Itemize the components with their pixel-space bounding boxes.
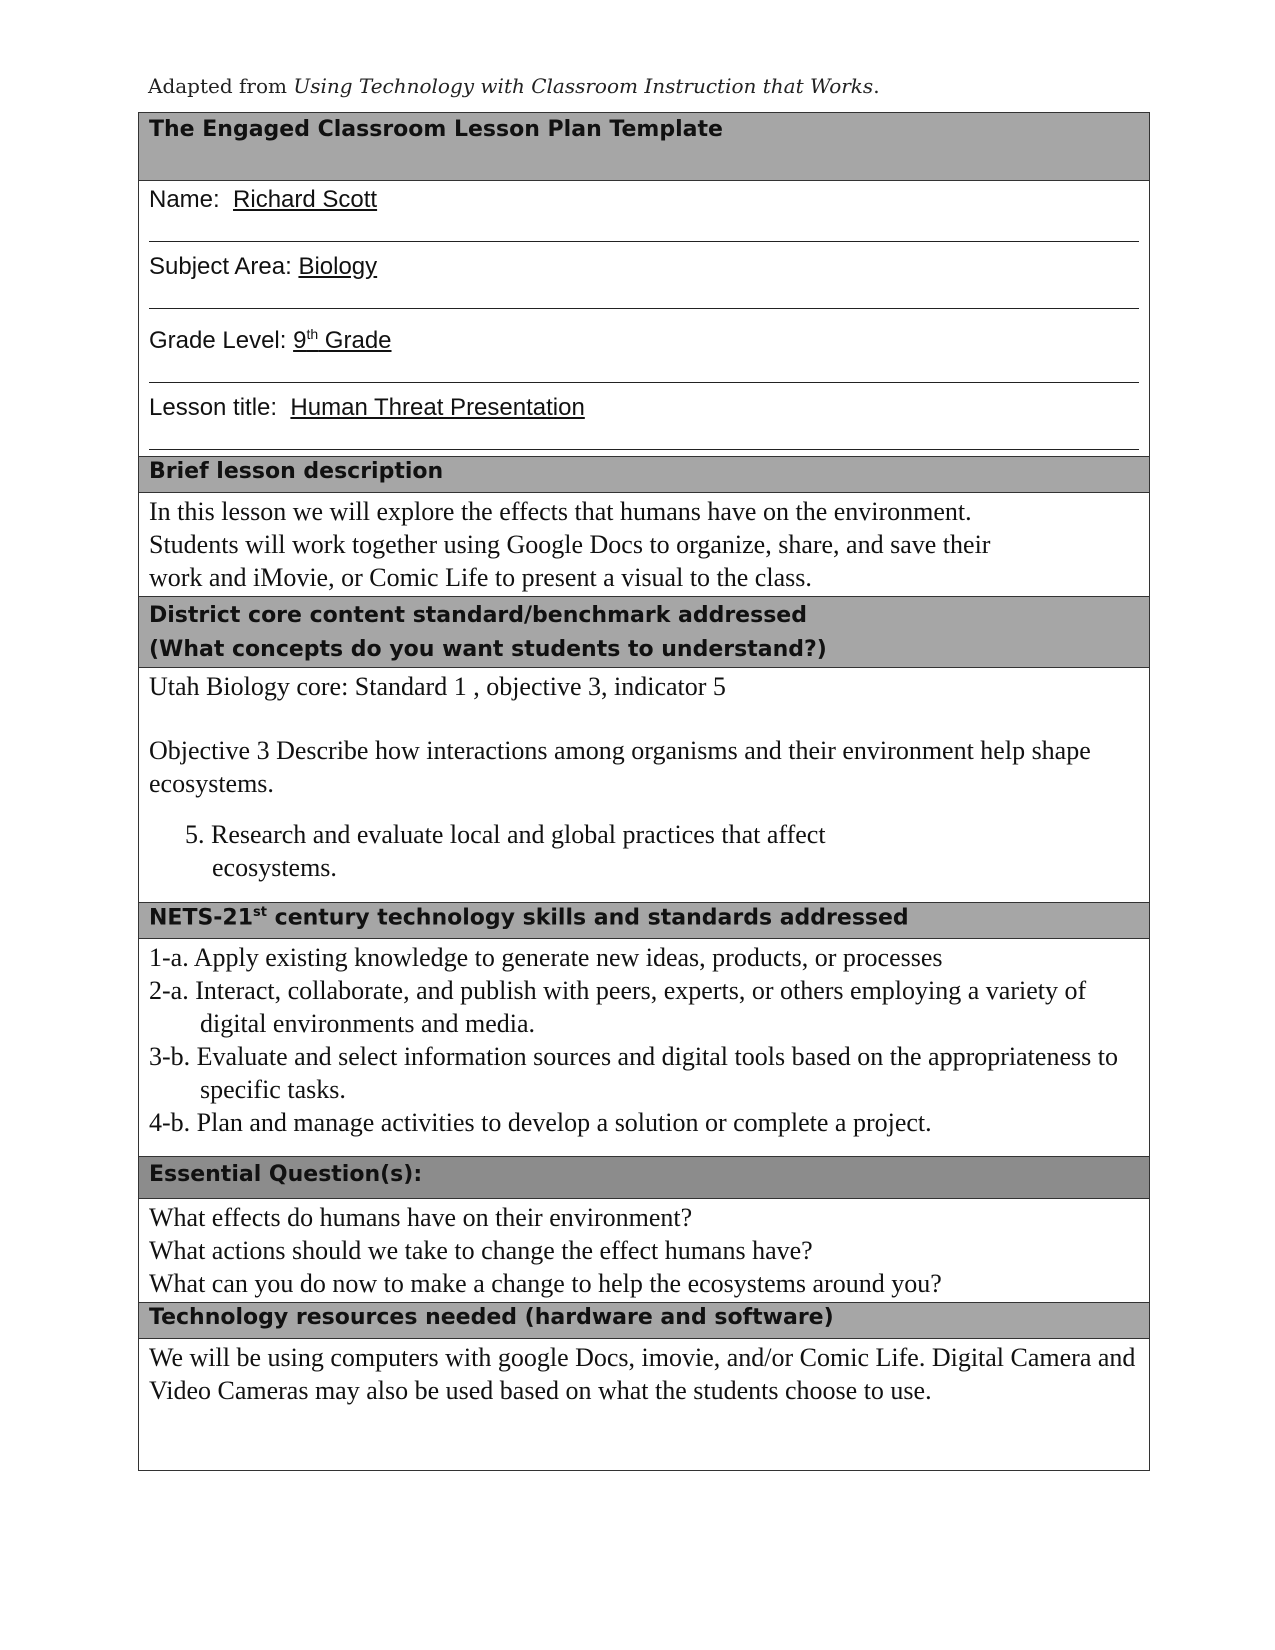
standard-body: [139, 668, 1150, 903]
grade-value: [293, 327, 391, 354]
grade-rule: [149, 382, 1139, 383]
description-line: work and iMovie, or Comic Life to present a visual to the class.: [149, 563, 812, 592]
lesson-title-rule: [149, 449, 1139, 450]
description-line: In this lesson we will explore the effects that humans have on the environment.: [149, 497, 972, 526]
subject-rule: [149, 308, 1139, 309]
grade-number: 9: [293, 327, 307, 354]
description-line: Students will work together using Google Docs to organize, share, and save their: [149, 530, 991, 559]
nets-body: [139, 939, 1150, 1157]
lesson-title-value: Human Threat Presentation: [290, 394, 585, 421]
lesson-plan-table: [138, 112, 1150, 1471]
name-label: Name:: [149, 186, 220, 213]
nets-heading-text: century technology skills and standards addressed: [267, 905, 909, 931]
technology-body: We will be using computers with google Docs, imovie, and/or Comic Life. Digital Camera and Video Cameras may also be used based on what the students choose to use.: [139, 1339, 1150, 1471]
citation-book-title: Using Technology with Classroom Instruction that Works: [293, 74, 874, 98]
info-fields: [139, 181, 1150, 457]
technology-heading: Technology resources needed (hardware and software): [139, 1303, 1150, 1339]
nets-item: 2-a. Interact, collaborate, and publish with peers, experts, or others employing a variety of digital environments and media.: [149, 976, 1087, 1038]
essential-question: What can you do now to make a change to help the ecosystems around you?: [149, 1269, 942, 1298]
standard-heading-line: District core content standard/benchmark addressed: [149, 603, 807, 628]
indicator-line: 5. Research and evaluate local and global practices that affect: [185, 820, 826, 849]
standard-heading-question: (What concepts do you want students to understand?): [149, 637, 827, 662]
description-heading: Brief lesson description: [139, 457, 1150, 493]
subject-label: Subject Area:: [149, 253, 292, 280]
nets-heading-sup: st: [253, 905, 267, 920]
grade-word: Grade: [318, 327, 392, 354]
essential-question: What effects do humans have on their environment?: [149, 1203, 693, 1232]
essential-question: What actions should we take to change the effect humans have?: [149, 1236, 813, 1265]
name-value: Richard Scott: [233, 186, 378, 213]
core-standard: Utah Biology core: Standard 1 , objective 3, indicator 5: [149, 672, 726, 701]
lesson-title-field: [149, 391, 1139, 425]
citation-prefix: Adapted from: [148, 74, 294, 98]
nets-heading: [139, 903, 1150, 939]
subject-field: [149, 250, 1139, 284]
name-rule: [149, 241, 1139, 242]
grade-suffix: th: [306, 326, 319, 342]
essential-body: [139, 1199, 1150, 1303]
essential-heading: Essential Question(s):: [139, 1157, 1150, 1199]
nets-item: 4-b. Plan and manage activities to develop a solution or complete a project.: [149, 1108, 932, 1137]
description-body: [139, 493, 1150, 597]
nets-item: 1-a. Apply existing knowledge to generate new ideas, products, or processes: [149, 943, 943, 972]
grade-field: [149, 317, 1139, 358]
subject-value: Biology: [298, 253, 378, 280]
standard-heading: [139, 597, 1150, 668]
indicator-line: ecosystems.: [212, 853, 337, 882]
name-field: [149, 183, 1139, 217]
nets-item: 3-b. Evaluate and select information sources and digital tools based on the appropriateness to specific tasks.: [149, 1042, 1118, 1104]
lesson-title-label: Lesson title:: [149, 394, 278, 421]
template-title: The Engaged Classroom Lesson Plan Template: [139, 113, 1150, 181]
source-citation: [148, 74, 880, 98]
nets-heading-prefix: NETS-21: [149, 905, 254, 931]
citation-suffix: .: [873, 74, 880, 98]
grade-label: Grade Level:: [149, 327, 287, 354]
objective-text: Objective 3 Describe how interactions among organisms and their environment help shape ecosystems.: [149, 736, 1091, 798]
